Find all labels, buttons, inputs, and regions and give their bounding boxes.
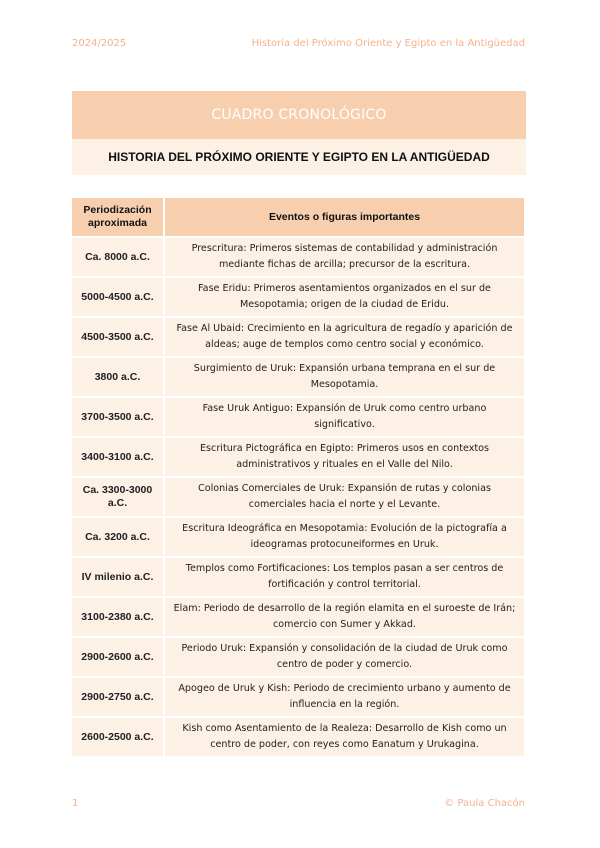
title-box: [72, 91, 526, 175]
table-header-row: [72, 198, 526, 238]
table-row: [72, 478, 526, 518]
event-cell: Prescritura: Primeros sistemas de contabilidad y administración mediante fichas de arcilla; precursor de la escritura.: [165, 238, 526, 278]
period-cell: 5000-4500 a.C.: [72, 278, 165, 318]
header-course-title: Historia del Próximo Oriente y Egipto en la Antigüedad: [251, 38, 525, 49]
period-cell: 4500-3500 a.C.: [72, 318, 165, 358]
period-cell: 2600-2500 a.C.: [72, 718, 165, 758]
table-row: [72, 718, 526, 758]
period-cell: Ca. 8000 a.C.: [72, 238, 165, 278]
event-cell: Escritura Pictográfica en Egipto: Primeros usos en contextos administrativos y rituales en el Valle del Nilo.: [165, 438, 526, 478]
column-header-period: Periodización aproximada: [72, 198, 165, 238]
header-year: 2024/2025: [72, 38, 127, 49]
period-cell: 3800 a.C.: [72, 358, 165, 398]
table-row: [72, 238, 526, 278]
table-row: [72, 678, 526, 718]
table-row: [72, 518, 526, 558]
period-cell: IV milenio a.C.: [72, 558, 165, 598]
chronology-table: [72, 198, 526, 758]
table-row: [72, 318, 526, 358]
period-cell: Ca. 3300-3000 a.C.: [72, 478, 165, 518]
page-number: 1: [72, 798, 79, 809]
period-cell: 2900-2600 a.C.: [72, 638, 165, 678]
event-cell: Fase Al Ubaid: Crecimiento en la agricultura de regadío y aparición de aldeas; auge de templos como centro social y económico.: [165, 318, 526, 358]
event-cell: Fase Eridu: Primeros asentamientos organizados en el sur de Mesopotamia; origen de la ciudad de Eridu.: [165, 278, 526, 318]
table-row: [72, 398, 526, 438]
column-header-events: Eventos o figuras importantes: [165, 198, 526, 238]
table-row: [72, 558, 526, 598]
event-cell: Apogeo de Uruk y Kish: Periodo de crecimiento urbano y aumento de influencia en la región.: [165, 678, 526, 718]
table-row: [72, 598, 526, 638]
table-row: [72, 438, 526, 478]
event-cell: Surgimiento de Uruk: Expansión urbana temprana en el sur de Mesopotamia.: [165, 358, 526, 398]
period-cell: 3100-2380 a.C.: [72, 598, 165, 638]
event-cell: Fase Uruk Antiguo: Expansión de Uruk como centro urbano significativo.: [165, 398, 526, 438]
table-row: [72, 278, 526, 318]
period-cell: 2900-2750 a.C.: [72, 678, 165, 718]
event-cell: Colonias Comerciales de Uruk: Expansión de rutas y colonias comerciales hacia el norte y el Levante.: [165, 478, 526, 518]
period-cell: Ca. 3200 a.C.: [72, 518, 165, 558]
document-title: CUADRO CRONOLÓGICO: [72, 91, 526, 139]
period-cell: 3400-3100 a.C.: [72, 438, 165, 478]
footer-author: © Paula Chacón: [444, 798, 525, 809]
event-cell: Periodo Uruk: Expansión y consolidación de la ciudad de Uruk como centro de poder y comercio.: [165, 638, 526, 678]
event-cell: Escritura Ideográfica en Mesopotamia: Evolución de la pictografía a ideogramas protocuneiformes en Uruk.: [165, 518, 526, 558]
event-cell: Elam: Periodo de desarrollo de la región elamita en el suroeste de Irán; comercio con Sumer y Akkad.: [165, 598, 526, 638]
table-row: [72, 358, 526, 398]
event-cell: Templos como Fortificaciones: Los templos pasan a ser centros de fortificación y control territorial.: [165, 558, 526, 598]
period-cell: 3700-3500 a.C.: [72, 398, 165, 438]
document-subtitle: HISTORIA DEL PRÓXIMO ORIENTE Y EGIPTO EN LA ANTIGÜEDAD: [72, 139, 526, 175]
table-row: [72, 638, 526, 678]
event-cell: Kish como Asentamiento de la Realeza: Desarrollo de Kish como un centro de poder, con reyes como Eanatum y Urukagina.: [165, 718, 526, 758]
